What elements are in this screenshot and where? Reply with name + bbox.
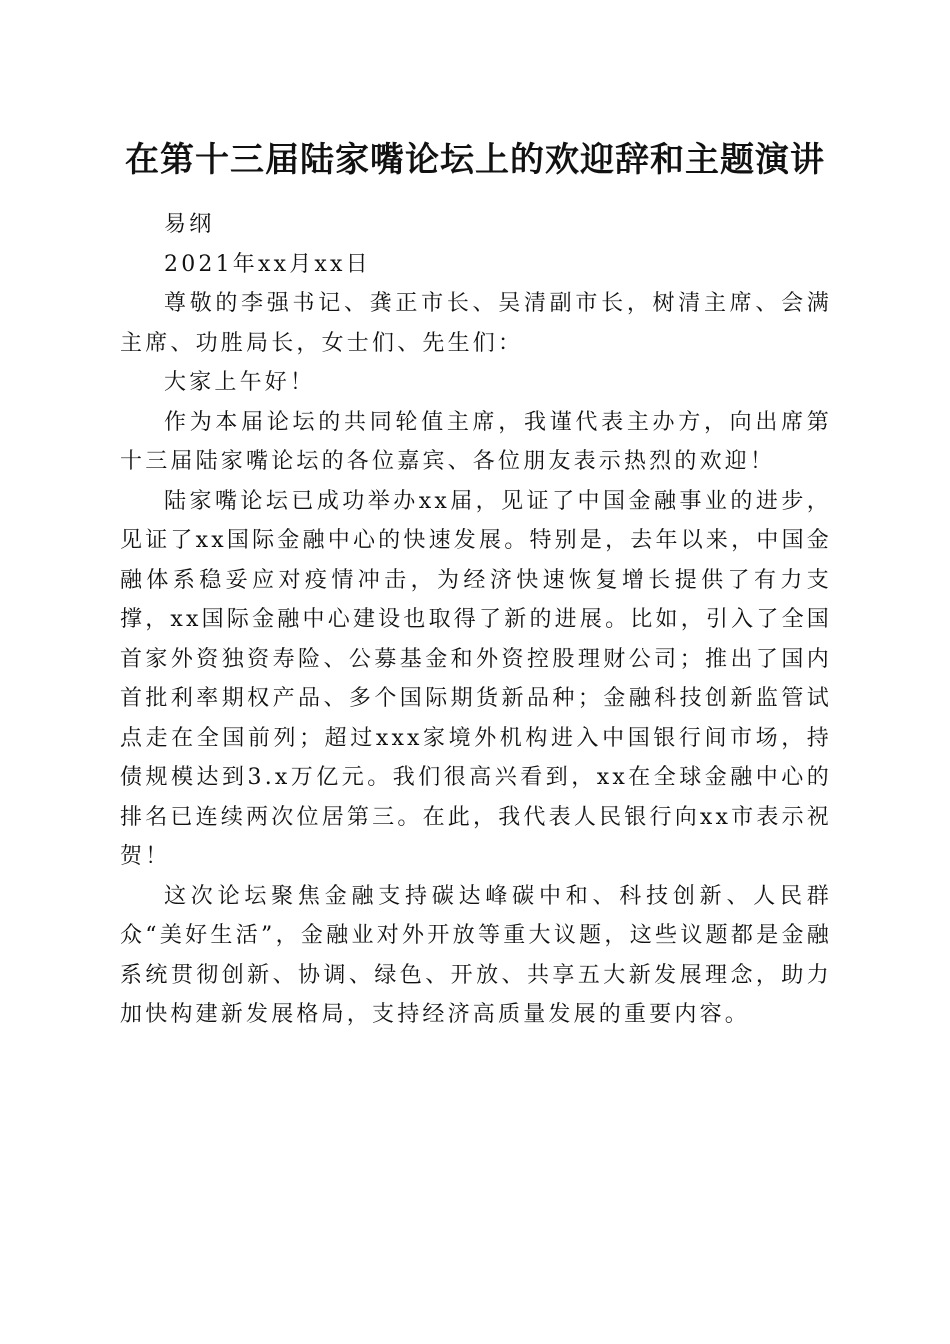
- salutation-paragraph: 尊敬的李强书记、龚正市长、吴清副市长，树清主席、会满主席、功胜局长，女士们、先生们：: [120, 291, 832, 356]
- author-line: 易纲: [164, 212, 215, 237]
- document-body: [120, 205, 832, 1035]
- body-paragraph-topics: 这次论坛聚焦金融支持碳达峰碳中和、科技创新、人民群众“美好生活”，金融业对外开放等重大议题，这些议题都是金融系统贯彻创新、协调、绿色、开放、共享五大新发展理念，助力加快构建新发展格局，支持经济高质量发展的重要内容。: [120, 883, 832, 1027]
- date-line: 2021年xx月xx日: [164, 251, 371, 277]
- greeting-paragraph: 大家上午好！: [164, 370, 316, 395]
- document-title: 在第十三届陆家嘴论坛上的欢迎辞和主题演讲: [125, 140, 825, 180]
- body-paragraph-welcome: 作为本届论坛的共同轮值主席，我谨代表主办方，向出席第十三届陆家嘴论坛的各位嘉宾、各位朋友表示热烈的欢迎！: [120, 409, 832, 474]
- body-paragraph-achievements: 陆家嘴论坛已成功举办xx届，见证了中国金融事业的进步，见证了xx国际金融中心的快速发展。特别是，去年以来，中国金融体系稳妥应对疫情冲击，为经济快速恢复增长提供了有力支撑，xx国际金融中心建设也取得了新的进展。比如，引入了全国首家外资独资寿险、公募基金和外资控股理财公司；推出了国内首批利率期权产品、多个国际期货新品种；金融科技创新监管试点走在全国前列；超过xxx家境外机构进入中国银行间市场，持债规模达到3.x万亿元。我们很高兴看到，xx在全球金融中心的排名已连续两次位居第三。在此，我代表人民银行向xx市表示祝贺！: [120, 488, 832, 869]
